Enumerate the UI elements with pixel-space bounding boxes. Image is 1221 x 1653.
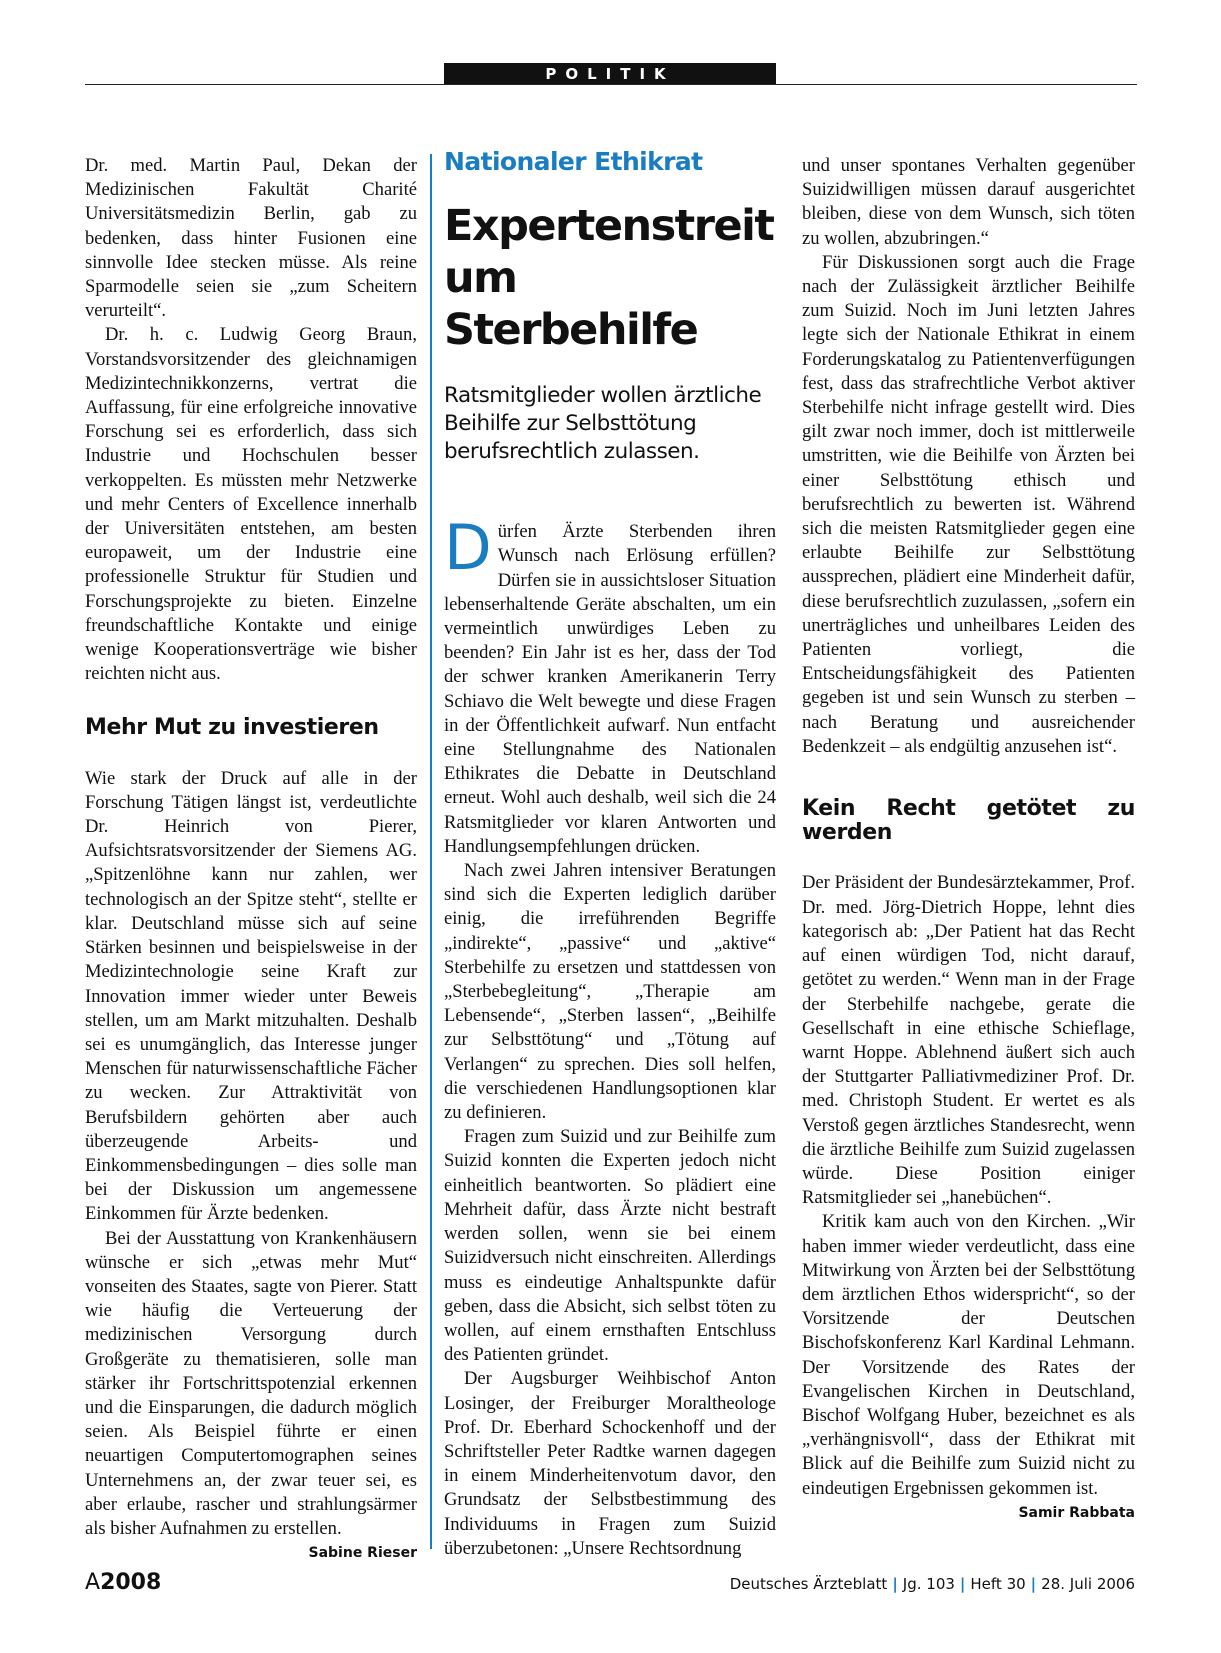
paragraph: Dr. med. Martin Paul, Dekan der Medizinischen Fakultät Charité Universitätsmedizin Berlin, gab zu bedenken, dass hinter Fusionen eine sinnvolle Idee stecken müsse. Als reine Sparmodelle seien sie „zum Scheitern verurteilt“. <box>85 155 417 322</box>
paragraph <box>444 511 776 859</box>
paragraph: Nach zwei Jahren intensiver Beratungen sind sich die Experten lediglich darüber einig, die irreführenden Begriffe „indirekte“, „passive“ und „aktive“ Sterbehilfe zu ersetzen und stattdessen von „Sterbebegleitung“, „Therapie am Lebensende“, „Sterben lassen“, „Beihilfe zur Selbsttötung“ und „Tötung auf Verlangen“ zu sprechen. Dies soll helfen, die verschiedenen Handlungsoptionen klar zu definieren. <box>444 860 776 1124</box>
paragraph: Für Diskussionen sorgt auch die Frage nach der Zulässigkeit ärztlicher Beihilfe zum Suizid. Noch im Juni letzten Jahres legte sich der Nationale Ethikrat in einem Forderungskatalog zu Patientenverfügungen fest, dass das strafrechtliche Verbot aktiver Sterbehilfe nicht infrage gestellt wird. Dies gilt zwar noch immer, doch ist mittlerweile umstritten, wie die Beihilfe von Ärzten bei einer Selbsttötung ethisch und berufsrechtlich zu bewerten ist. Während sich die meisten Ratsmitglieder gegen eine erlaubte Beihilfe zur Selbsttötung aussprechen, plädiert eine Minderheit dafür, diese berufsrechtlich zuzulassen, „sofern ein unerträgliches und unheilbares Leiden des Patienten vorliegt, die Entscheidungsfähigkeit des Patienten gegeben ist und sein Wunsch zu sterben – nach Beratung und ausreichender Bedenkzeit – als endgültig anzusehen ist“. <box>802 251 1135 757</box>
footer-separator: | <box>959 1575 966 1593</box>
journal-name: Deutsches Ärzteblatt <box>729 1575 888 1593</box>
paragraph: und unser spontanes Verhalten gegenüber Suizidwilligen müssen darauf ausgerichtet bleiben, diese von dem Wunsch, sich töten zu wollen, abzubringen.“ <box>802 155 1135 249</box>
paragraph-text: Bei der Ausstattung von Krankenhäusern wünsche er sich „etwas mehr Mut“ vonseiten des Staates, sagte von Pierer. Statt wie häufig die Verteuerung der medizinischen Versorgung durch Großgeräte zu thematisieren, solle man stärker ihr Fortschrittspotenzial erkennen und die Einsparungen, die dadurch möglich seien. Als Beispiel führte er einen neuartigen Computertomographen seines Unternehmens an, der zwar teuer sei, es aber erlaube, rascher und strahlungsärmer als bisher Aufnahmen zu erstellen. <box>85 1227 417 1539</box>
paragraph: Der Augsburger Weihbischof Anton Losinger, der Freiburger Moraltheologe Prof. Dr. Eberhard Schockenhoff und der Schriftsteller Peter Radtke warnen dagegen in einem Minderheitenvotum davor, den Grundsatz der Selbstbestimmung des Individuums in Fragen zum Suizid überzubetonen: „Unsere Rechtsordnung <box>444 1368 776 1559</box>
drop-cap: D <box>444 511 492 585</box>
page-number-value: 2008 <box>100 1570 162 1595</box>
subheading: Kein Recht getötet zu werden <box>802 796 1135 846</box>
page-prefix: A <box>85 1570 101 1595</box>
paragraph: Dr. h. c. Ludwig Georg Braun, Vorstandsvorsitzender des gleichnamigen Medizintechnikkonzerns, vertrat die Auffassung, für eine erfolgreiche innovative Forschung sei es erforderlich, dass sich Industrie und Hochschulen besser verkoppelten. Es müssten mehr Netzwerke und mehr Centers of Excellence innerhalb der Universitäten entstehen, am besten europaweit, um der Industrie eine professionelle Struktur für Studien und Forschungsprojekte zu bieten. Einzelne freundschaftliche Kontakte und einige wenige Kooperationsverträge wie bisher reichten nicht aus. <box>85 324 417 685</box>
left-column <box>85 154 417 1565</box>
headline-line: Expertenstreit <box>444 201 774 252</box>
author-byline: Samir Rabbata <box>1018 1504 1135 1521</box>
article-deck: Ratsmitglieder wollen ärztliche Beihilfe zur Selbsttötung berufsrechtlich zulassen. <box>444 383 762 465</box>
paragraph: Wie stark der Druck auf alle in der Forschung Tätigen längst ist, verdeutlichte Dr. Heinrich von Pierer, Aufsichtsratsvorsitzender der Siemens AG. „Spitzenlöhne kann nur zahlen, wer technologisch an der Spitze steht“, stellte er klar. Deutschland müsse sich auf seine Stärken besinnen und beispielsweise in der Medizintechnologie seine Kraft zur Innovation immer wieder unter Beweis stellen, um am Markt mitzuhalten. Deshalb sei es unumgänglich, das Interesse junger Menschen für naturwissenschaftliche Fächer zu wecken. Zur Attraktivität von Berufsbildern gehörten aber auch überzeugende Arbeits- und Einkommensbedingungen – dies solle man bei der Diskussion um angemessene Einkommen für Ärzte bedenken. <box>85 767 417 1225</box>
paragraph <box>85 1227 417 1562</box>
middle-column <box>444 147 776 1561</box>
headline-line: um Sterbehilfe <box>444 253 698 356</box>
page-number <box>85 1570 161 1595</box>
header-rule <box>85 84 1137 85</box>
footer-separator: | <box>1030 1575 1037 1593</box>
author-byline: Sabine Rieser <box>308 1545 417 1562</box>
paragraph: Der Präsident der Bundesärztekammer, Prof. Dr. med. Jörg-Dietrich Hoppe, lehnt dies kategorisch ab: „Der Patient hat das Recht auf einen würdigen Tod, nicht darauf, getötet zu werden.“ Wenn man in der Frage der Sterbehilfe nachgebe, gerate die Gesellschaft in eine ethische Schieflage, warnt Hoppe. Ablehnend äußert sich auch der Stuttgarter Palliativmediziner Prof. Dr. med. Christoph Student. Er wertet es als Verstoß gegen ärztliches Standesrecht, wenn die ärztliche Beihilfe zum Suizid zugelassen würde. Diese Position einiger Ratsmitglieder sei „hanebüchen“. <box>802 872 1135 1209</box>
paragraph <box>802 1210 1135 1521</box>
paragraph-text: Kritik kam auch von den Kirchen. „Wir haben immer wieder verdeutlicht, dass eine Mitwirkung von Ärzten bei der Selbsttötung dem ärztlichen Ethos widerspricht“, so der Vorsitzende der Deutschen Bischofskonferenz Karl Kardinal Lehmann. Der Vorsitzende des Rates der Evangelischen Kirchen in Deutschland, Bischof Wolfgang Huber, bezeichnet es als „verhängnisvoll“, dass der Ethikrat mit Blick auf die Beihilfe zum Suizid nicht zu eindeutigen Ergebnissen gekommen ist. <box>802 1211 1135 1499</box>
journal-date: 28. Juli 2006 <box>1041 1575 1135 1593</box>
column-divider <box>430 154 432 1549</box>
section-label: POLITIK <box>444 63 776 85</box>
subheading: Mehr Mut zu investieren <box>85 715 379 741</box>
right-column <box>802 154 1135 1525</box>
article-headline <box>444 200 776 356</box>
journal-footer <box>730 1575 1135 1593</box>
paragraph-text: ürfen Ärzte Sterbenden ihren Wunsch nach Erlösung erfüllen? Dürfen sie in aussichtsloser Situation lebenserhaltende Geräte abschalten, um ein vermeintlich unwürdiges Leben zu beenden? Ein Jahr ist es her, dass der Tod der schwer kranken Amerikanerin Terry Schiavo die Welt bewegte und diese Fragen in der Öffentlichkeit aufwarf. Nun entfacht eine Stellungnahme des Nationalen Ethikrates die Debatte in Deutschland erneut. Wohl auch deshalb, weil sich die 24 Ratsmitglieder vor klaren Antworten und Handlungsempfehlungen drücken. <box>444 521 776 857</box>
paragraph: Fragen zum Suizid und zur Beihilfe zum Suizid konnten die Experten jedoch nicht einheitlich beantworten. So plädiert eine Mehrheit dafür, dass Ärzte nicht bestraft werden sollen, wenn sie bei einem Suizidversuch nicht einschreiten. Allerdings muss es eindeutige Anhaltspunkte dafür geben, dass die Absicht, sich selbst töten zu wollen, auf einem ernsthaften Entschluss des Patienten gründet. <box>444 1126 776 1366</box>
article-kicker: Nationaler Ethikrat <box>444 147 703 176</box>
journal-issue: Heft 30 <box>970 1575 1026 1593</box>
journal-volume: Jg. 103 <box>902 1575 955 1593</box>
footer-separator: | <box>892 1575 898 1593</box>
